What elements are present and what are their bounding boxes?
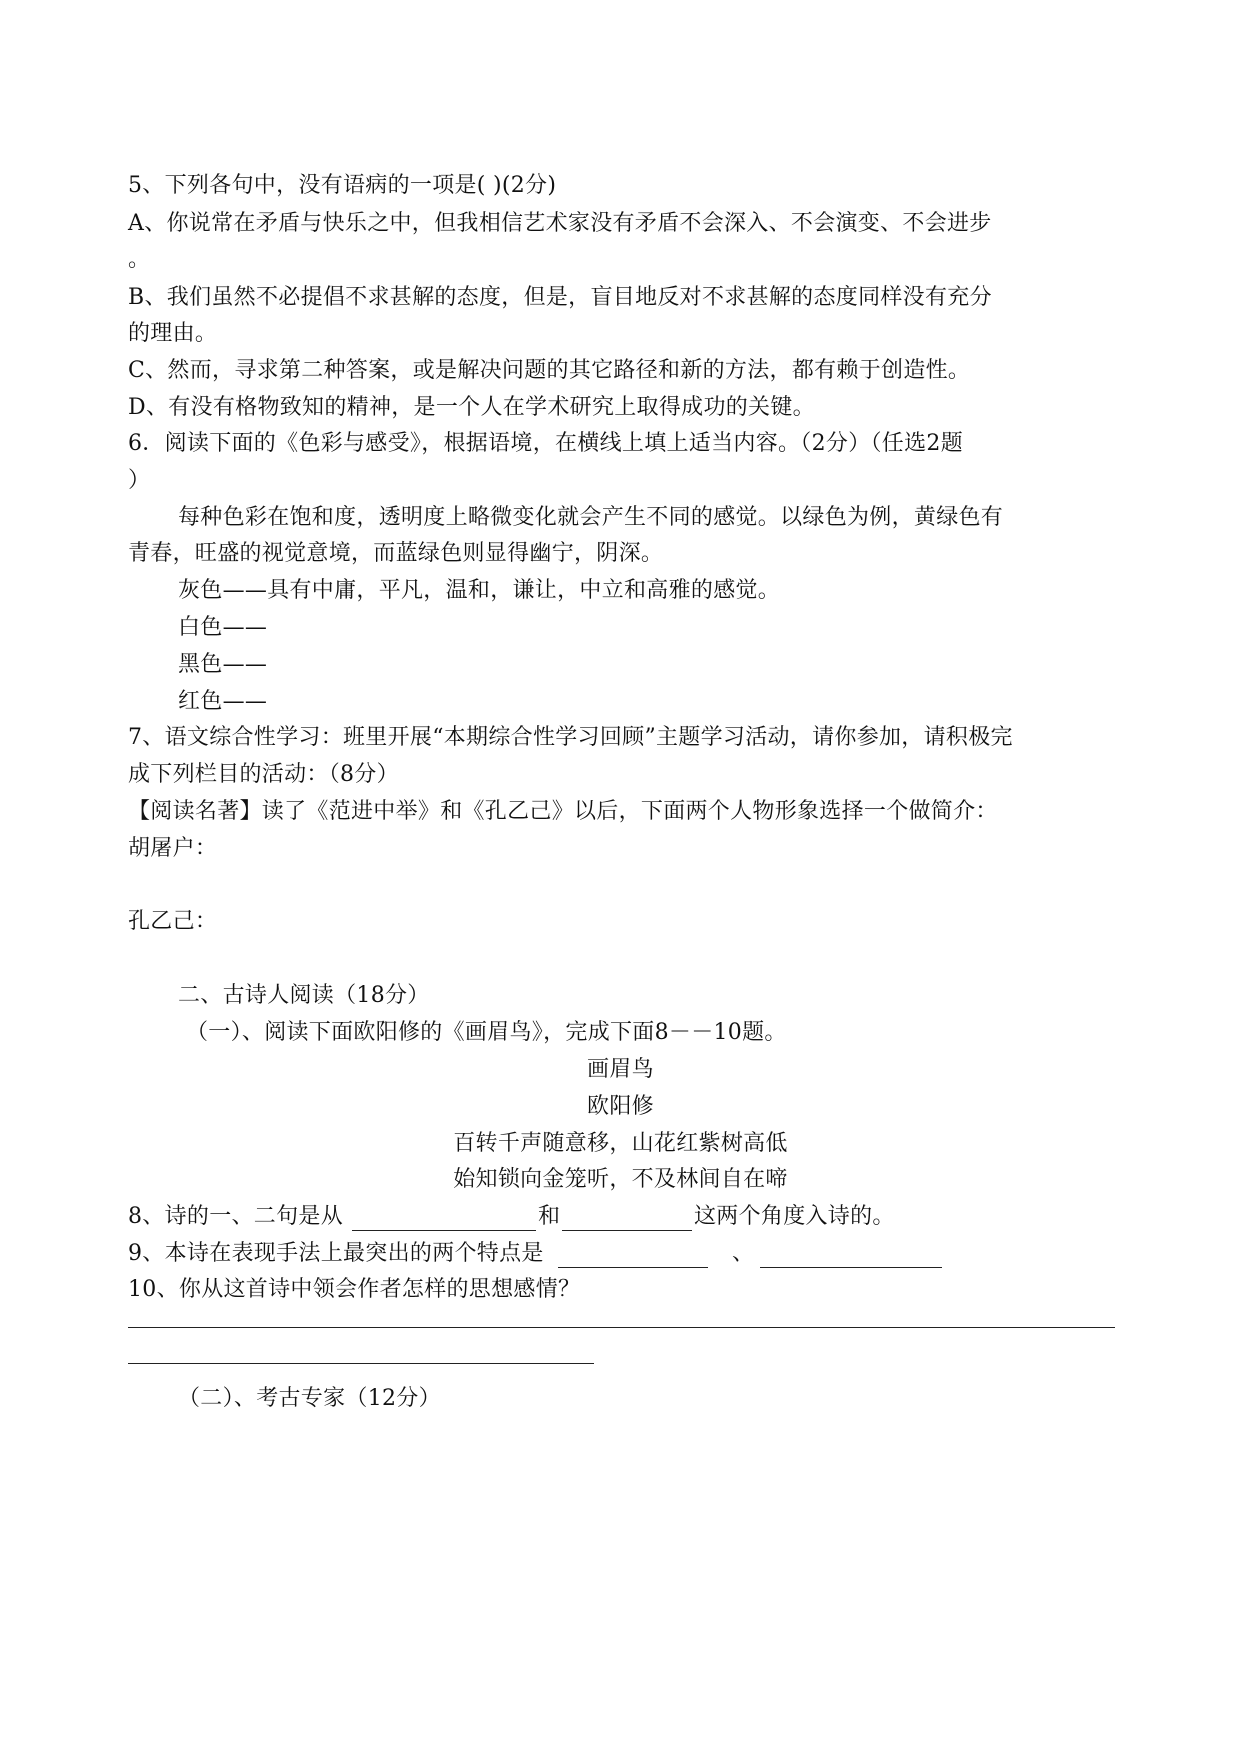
q5-option-b: B、我们虽然不必提倡不求甚解的态度，但是，盲目地反对不求甚解的态度同样没有充分 (128, 285, 992, 310)
q7-hu-tuhu: 胡屠户： (128, 836, 218, 861)
poem-author: 欧阳修 (587, 1094, 654, 1119)
q7-reading: 【阅读名著】读了《范进中举》和《孔乙己》以后，下面两个人物形象选择一个做简介： (128, 799, 998, 824)
q6-black: 黑色—— (178, 652, 268, 677)
q9-prefix: 9、本诗在表现手法上最突出的两个特点是 (128, 1241, 544, 1266)
q8-blank-2[interactable] (562, 1230, 692, 1231)
q5-option-d: D、有没有格物致知的精神，是一个人在学术研究上取得成功的关键。 (128, 395, 815, 420)
q6-paragraph-cont: 青春，旺盛的视觉意境，而蓝绿色则显得幽宁，阴深。 (128, 541, 664, 566)
section2-part2: （二）、考古专家（12分） (178, 1386, 441, 1411)
q5-option-b-cont: 的理由。 (128, 321, 218, 346)
q5-option-c: C、然而，寻求第二种答案，或是解决问题的其它路径和新的方法，都有赖于创造性。 (128, 358, 971, 383)
q6-gray: 灰色——具有中庸，平凡，温和，谦让，中立和高雅的感觉。 (178, 578, 781, 603)
section2-title: 二、古诗人阅读（18分） (178, 983, 430, 1008)
q6-stem-cont: ） (128, 468, 151, 493)
q7-stem: 7、语文综合性学习：班里开展“本期综合性学习回顾”主题学习活动，请你参加，请积极完 (128, 725, 1013, 750)
q8-suffix: 这两个角度入诗的。 (694, 1204, 895, 1229)
q8-mid: 和 (538, 1204, 561, 1229)
q8-prefix: 8、诗的一、二句是从 (128, 1204, 343, 1229)
q10-answer-line-2[interactable] (128, 1363, 594, 1364)
poem-line-2: 始知锁向金笼听，不及林间自在啼 (453, 1167, 788, 1192)
q6-stem: 6．阅读下面的《色彩与感受》，根据语境，在横线上填上适当内容。（2分）（任选2题 (128, 431, 963, 456)
q6-red: 红色—— (178, 689, 268, 714)
q9-blank-2[interactable] (760, 1267, 942, 1268)
q8-blank-1[interactable] (352, 1230, 536, 1231)
q9-blank-1[interactable] (558, 1267, 708, 1268)
q5-option-a: A、你说常在矛盾与快乐之中，但我相信艺术家没有矛盾不会深入、不会演变、不会进步 (128, 211, 992, 236)
q5-stem: 5、下列各句中，没有语病的一项是( )(2分) (128, 173, 557, 198)
q5-option-a-cont: 。 (128, 247, 151, 272)
q10-stem: 10、你从这首诗中领会作者怎样的思想感情？ (128, 1277, 581, 1302)
poem-title: 画眉鸟 (587, 1057, 654, 1082)
q7-stem-cont: 成下列栏目的活动：（8分） (128, 762, 399, 787)
q10-answer-line-1[interactable] (128, 1327, 1115, 1328)
q9-separator: 、 (732, 1241, 755, 1266)
section2-part1: （一）、阅读下面欧阳修的《画眉鸟》，完成下面8－－10题。 (186, 1020, 787, 1045)
poem-line-1: 百转千声随意移，山花红紫树高低 (453, 1131, 788, 1156)
q7-kong-yiji: 孔乙己： (128, 909, 218, 934)
q6-white: 白色—— (178, 615, 268, 640)
q6-paragraph: 每种色彩在饱和度，透明度上略微变化就会产生不同的感觉。以绿色为例，黄绿色有 (178, 505, 1004, 530)
